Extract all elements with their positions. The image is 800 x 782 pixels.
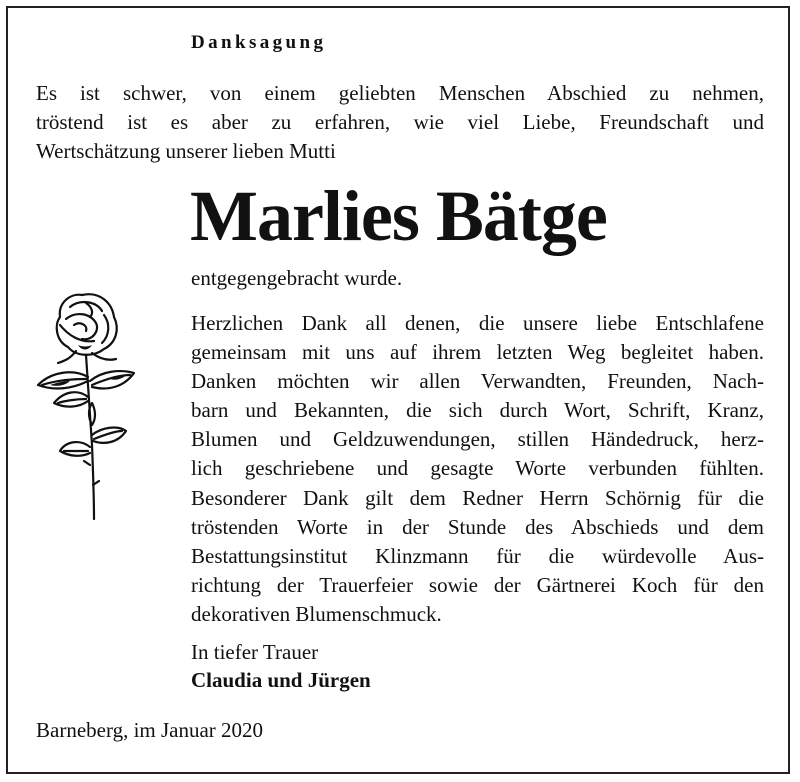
body-line: dekorativen Blumenschmuck.	[191, 601, 442, 626]
deceased-name: Marlies Bätge	[190, 176, 607, 256]
notice-heading: Danksagung	[191, 32, 327, 53]
body-line: gemeinsam mit uns auf ihrem letzten Weg begleitet haben.	[191, 340, 764, 365]
after-name-text: entgegengebracht wurde.	[191, 266, 403, 290]
intro-line: Es ist schwer, von einem geliebten Menschen Abschied zu nehmen,	[36, 81, 764, 105]
intro-paragraph	[36, 79, 764, 166]
body-line: Danken möchten wir allen Verwandten, Freunden, Nach-	[191, 369, 764, 394]
body-line: Besonderer Dank gilt dem Redner Herrn Schörnig für die	[191, 485, 764, 510]
body-line: Herzlichen Dank all denen, die unsere liebe Entschlafene	[191, 311, 764, 335]
place-date: Barneberg, im Januar 2020	[36, 718, 264, 742]
body-line: richtung der Trauerfeier sowie der Gärtnerei Koch für den	[191, 572, 764, 597]
rose-icon	[30, 285, 160, 525]
signature-names: Claudia und Jürgen	[191, 668, 371, 692]
signature-intro: In tiefer Trauer	[191, 640, 319, 664]
body-line: lich geschriebene und gesagte Worte verbunden fühlten.	[191, 456, 764, 481]
body-paragraph	[191, 309, 764, 629]
body-line: tröstenden Worte in der Stunde des Abschieds und dem	[191, 514, 764, 539]
intro-line: tröstend ist es aber zu erfahren, wie viel Liebe, Freundschaft und	[36, 110, 764, 134]
body-line: Blumen und Geldzuwendungen, stillen Händedruck, herz-	[191, 427, 764, 452]
body-line: Bestattungsinstitut Klinzmann für die würdevolle Aus-	[191, 543, 764, 568]
intro-line: Wertschätzung unserer lieben Mutti	[36, 139, 336, 163]
body-line: barn und Bekannten, die sich durch Wort, Schrift, Kranz,	[191, 398, 764, 423]
